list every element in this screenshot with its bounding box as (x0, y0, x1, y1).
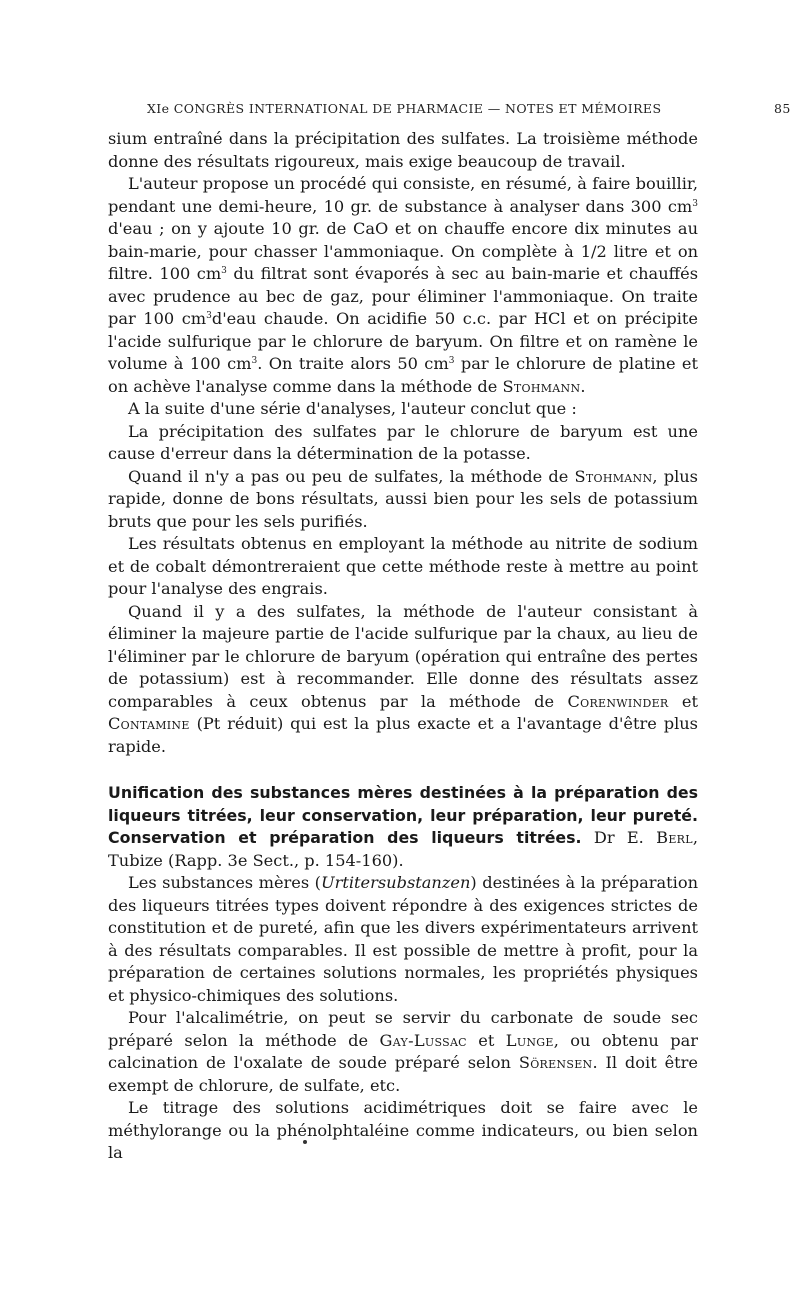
author-name: Lunge (505, 1030, 554, 1050)
section-heading: Unification des substances mères destinées à la préparation des liqueurs titrées, leur conservation, leur préparation, leur pureté. Conservation et préparation des liqueurs titrées. Dr E. Berl, Tubize (Rapp. 3e Sect., p. 154-160). (108, 783, 698, 870)
body-text (108, 128, 698, 1165)
running-head (0, 101, 800, 121)
paragraph: Les substances mères (Urtitersubstanzen) destinées à la préparation des liqueurs titrées types doivent répondre à des exigences strictes de constitution et de pureté, afin que les divers expérimentateurs arrivent à des résultats comparables. Il est possible de mettre à profit, pour la préparation de certaines solutions normales, les propriétés physiques et physico-chimiques des solutions. (108, 873, 698, 1005)
author-name: Contamine (108, 714, 190, 733)
paragraph: La précipitation des sulfates par le chlorure de baryum est une cause d'erreur dans la détermination de la potasse. (108, 421, 698, 463)
paragraph: sium entraîné dans la précipitation des sulfates. La troisième méthode donne des résultats rigoureux, mais exige beaucoup de travail. (108, 129, 698, 171)
author-name: Stohmann (502, 376, 581, 396)
paragraph: Quand il n'y a pas ou peu de sulfates, la méthode de Stohmann, plus rapide, donne de bons résultats, aussi bien pour les sels de potassium bruts que pour les sels purifiés. (108, 466, 698, 531)
paragraph: Le titrage des solutions acidimétriques doit se faire avec le méthylorange ou la phénolphtaléine comme indicateurs, ou bien selon la (108, 1098, 698, 1162)
ink-dot (303, 1140, 307, 1144)
running-title: XIe CONGRÈS INTERNATIONAL DE PHARMACIE — NOTES ET MÉMOIRES (147, 101, 662, 116)
author-name: Stohmann (574, 466, 653, 486)
author-name: Gay-Lussac (379, 1030, 467, 1050)
author-name: Corenwinder (567, 691, 669, 711)
german-term: Urtitersubstanzen (320, 873, 471, 892)
page-number: 85 (774, 101, 791, 116)
paragraph: Les résultats obtenus en employant la méthode au nitrite de sodium et de cobalt démontreraient que cette méthode reste à mettre au point pour l'analyse des engrais. (108, 534, 698, 598)
paragraph: L'auteur propose un procédé qui consiste, en résumé, à faire bouillir, pendant une demi-heure, 10 gr. de substance à analyser dans 300 $cm^3$ d'eau ; on y ajoute 10 gr. de CaO et on chauffe encore dix minutes au bain-marie, pour chasser l'ammoniaque. On complète à 1/2 litre et on filtre. 100 $cm^3$ du filtrat sont évaporés à sec au bain-marie et chauffés avec prudence au bec de gaz, pour éliminer l'ammoniaque. On traite par 100 $cm^3d'eau$ chaude. On acidifie 50 c.c. par HCl et on précipite l'acide sulfurique par le chlorure de baryum. On filtre et on ramène le volume à 100 $cm^3$. On traite alors 50 $cm^3$ par le chlorure de platine et on achève l'analyse comme dans la méthode de Stohmann. (108, 174, 699, 396)
author-name: Sörensen (518, 1053, 593, 1072)
paragraph: A la suite d'une série d'analyses, l'auteur conclut que : (128, 399, 577, 418)
author-name: Berl (656, 828, 693, 847)
paragraph: Pour l'alcalimétrie, on peut se servir du carbonate de soude sec préparé selon la méthode de Gay-Lussac et Lunge, ou obtenu par calcination de l'oxalate de soude préparé selon Sörensen. Il doit être exempt de chlorure, de sulfate, etc. (108, 1008, 698, 1095)
paragraph: Quand il y a des sulfates, la méthode de l'auteur consistant à éliminer la majeure partie de l'acide sulfurique par la chaux, au lieu de l'éliminer par le chlorure de baryum (opération qui entraîne des pertes de potassium) est à recommander. Elle donne des résultats assez comparables à ceux obtenus par la méthode de Corenwinder et Contamine (Pt réduit) qui est la plus exacte et a l'avantage d'être plus rapide. (108, 601, 698, 756)
